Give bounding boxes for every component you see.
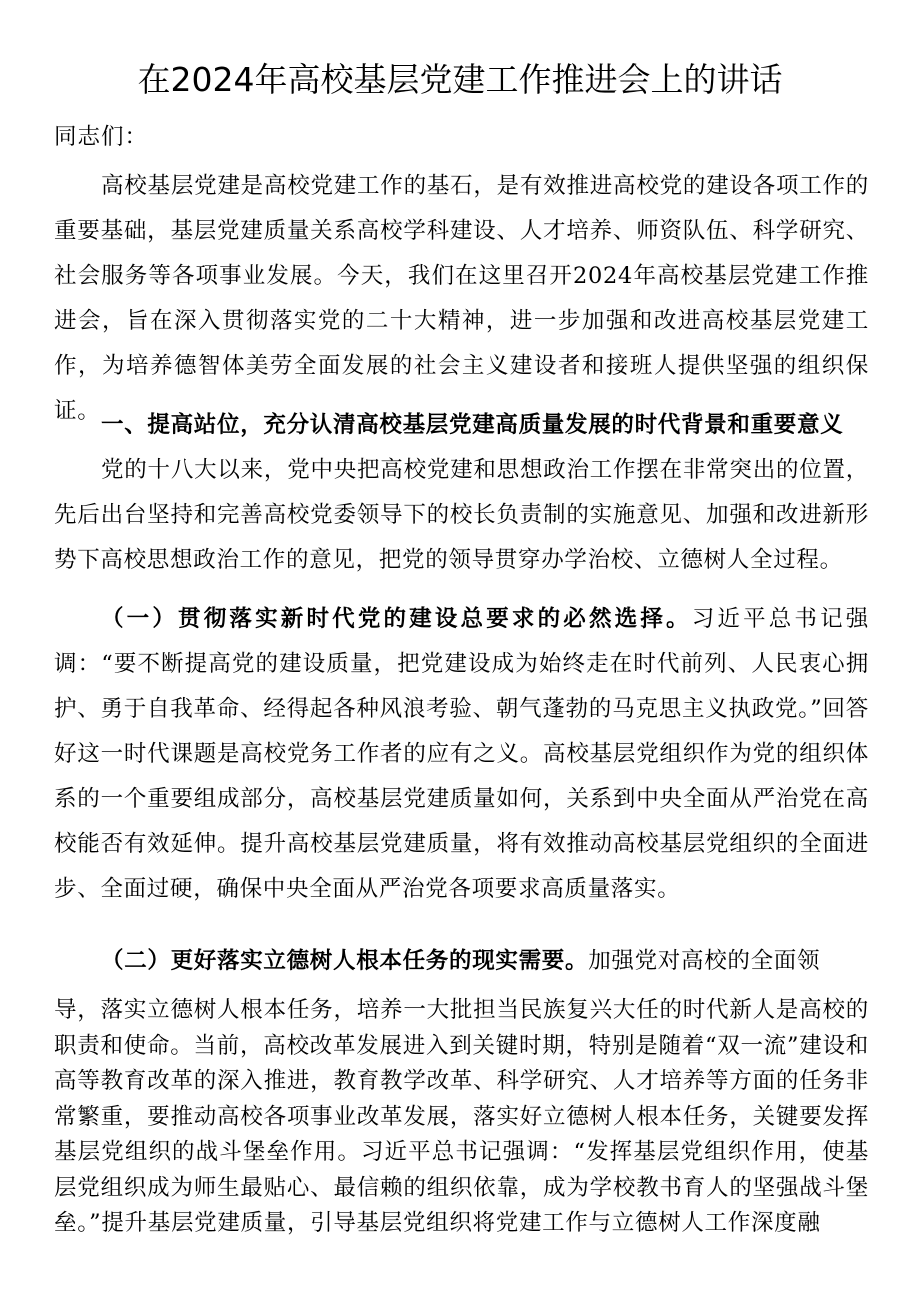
subsection1-body: 习近平总书记强调：“要不断提高党的建设质量，把党建设成为始终走在时代前列、人民衷心拥护、勇于自我革命、经得起各种风浪考验、朝气蓬勃的马克思主义执政党。”回答好这一时代课题是高校党务工作者的应有之义。高校基层党组织作为党的组织体系的一个重要组成部分，高校基层党建质量如何，关系到中央全面从严治党在高校能否有效延伸。提升高校基层党建质量，将有效推动高校基层党组织的全面进步、全面过硬，确保中央全面从严治党各项要求高质量落实。 [54, 606, 869, 902]
subsection2-heading: （二）更好落实立德树人根本任务的现实需要。 [101, 948, 589, 974]
salutation: 同志们： [54, 124, 149, 150]
subsection2-first-line [54, 939, 869, 984]
subsection1-heading: （一）贯彻落实新时代党的建设总要求的必然选择。 [101, 606, 692, 632]
section1-paragraph: 党的十八大以来，党中央把高校党建和思想政治工作摆在非常突出的位置，先后出台坚持和完善高校党委领导下的校长负责制的实施意见、加强和改进新形势下高校思想政治工作的意见，把党的领导贯穿办学治校、立德树人全过程。 [54, 457, 869, 573]
subsection1-paragraph [54, 597, 869, 912]
section1-block [54, 403, 869, 583]
subsection2-paragraph-continued: 导，落实立德树人根本任务，培养一大批担当民族复兴大任的时代新人是高校的职责和使命。当前，高校改革发展进入到关键时期，特别是随着“双一流”建设和高等教育改革的深入推进，教育教学改革、科学研究、人才培养等方面的任务非常繁重，要推动高校各项事业改革发展，落实好立德树人根本任务，关键要发挥基层党组织的战斗堡垒作用。习近平总书记强调：“发挥基层党组织作用，使基层党组织成为师生最贴心、最信赖的组织依靠，成为学校教书育人的坚强战斗堡垒。”提升基层党建质量，引导基层党组织将党建工作与立德树人工作深度融 [54, 997, 869, 1236]
subsection1-block [54, 597, 869, 912]
section1-heading: 一、提高站位，充分认清高校基层党建高质量发展的时代背景和重要意义 [101, 412, 844, 438]
subsection2-continued-block [54, 993, 869, 1242]
intro-paragraph: 高校基层党建是高校党建工作的基石，是有效推进高校党的建设各项工作的重要基础，基层党建质量关系高校学科建设、人才培养、师资队伍、科学研究、社会服务等各项事业发展。今天，我们在这里召开2024年高校基层党建工作推进会，旨在深入贯彻落实党的二十大精神，进一步加强和改进高校基层党建工作，为培养德智体美劳全面发展的社会主义建设者和接班人提供坚强的组织保证。 [54, 173, 869, 424]
subsection2-block [54, 939, 869, 984]
document-title: 在2024年高校基层党建工作推进会上的讲话 [137, 60, 783, 99]
subsection2-body-start: 加强党对高校的全面领 [588, 948, 821, 974]
intro-block [54, 164, 869, 434]
